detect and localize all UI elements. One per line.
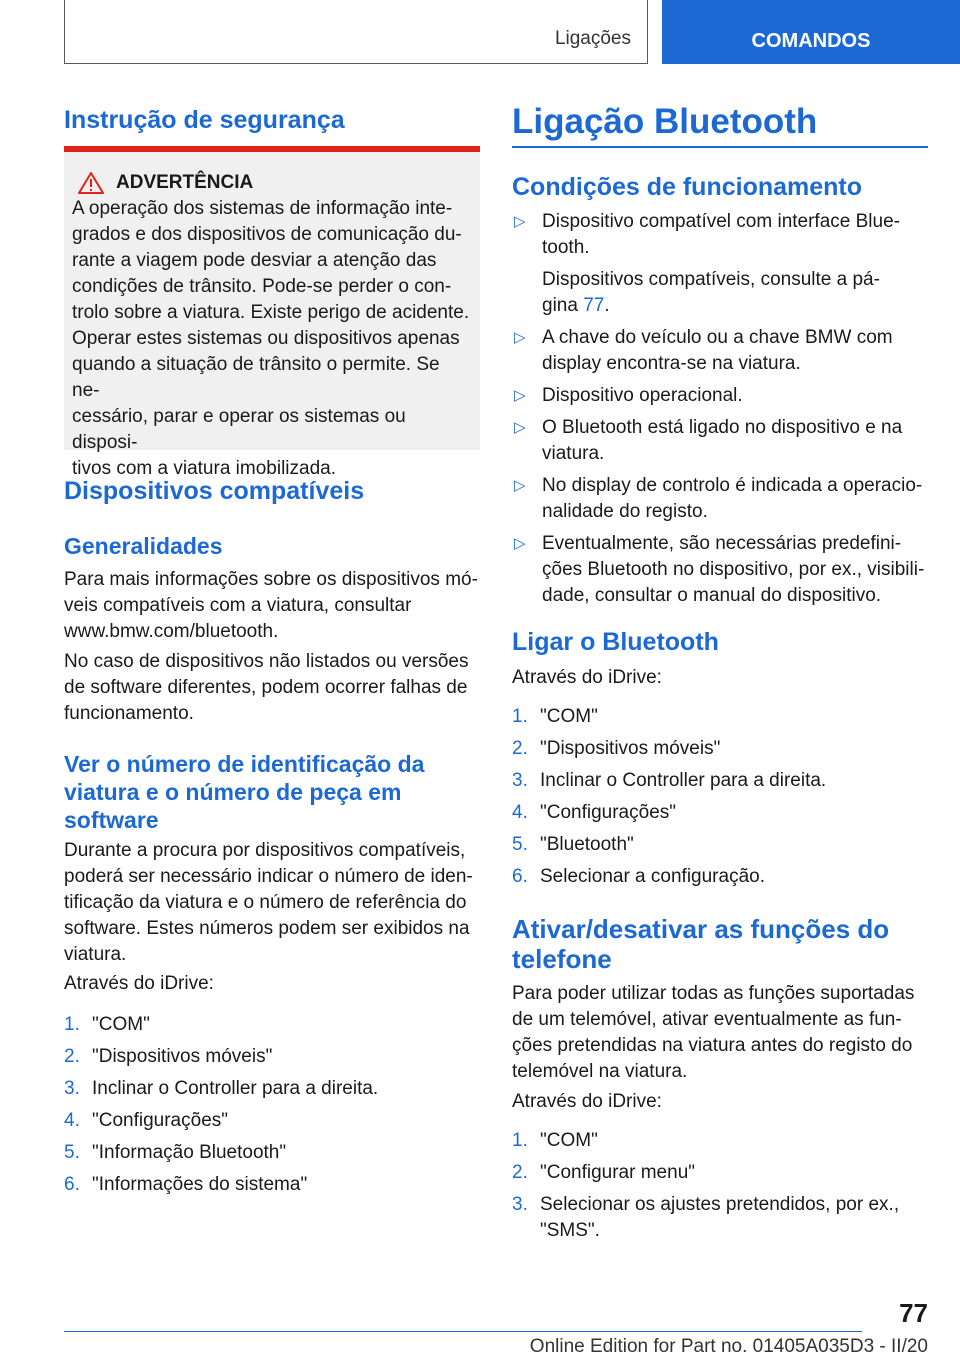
warning-box xyxy=(64,146,480,479)
list-item xyxy=(512,704,928,730)
general-heading: Generalidades xyxy=(64,533,223,559)
text-line: tificação da viatura e o número de referência do xyxy=(64,892,467,913)
step-text: "COM" xyxy=(540,706,598,727)
step-number: 3. xyxy=(512,1194,528,1215)
connect-steps-list xyxy=(512,704,928,890)
chapter-tab[interactable] xyxy=(662,0,960,64)
warning-line: cessário, parar e operar os sistemas ou disposi- xyxy=(72,406,406,453)
compat-note-line xyxy=(542,293,928,319)
heading-line: software xyxy=(64,807,159,833)
heading-line: viatura e o número de peça em xyxy=(64,779,402,805)
list-item xyxy=(512,1160,928,1186)
triangle-bullet-icon: ▷ xyxy=(514,477,526,494)
step-number: 2. xyxy=(512,1162,528,1183)
step-number: 1. xyxy=(64,1014,80,1035)
bullet-text: A chave do veículo ou a chave BMW com xyxy=(542,327,893,348)
step-number: 4. xyxy=(64,1110,80,1131)
text-line: poderá ser necessário indicar o número de iden- xyxy=(64,866,473,887)
step-text: "Dispositivos móveis" xyxy=(540,738,721,759)
bullet-text: tooth. xyxy=(542,237,590,258)
bullet-text: Dispositivo compatível com interface Blue- xyxy=(542,211,900,232)
step-text: "SMS". xyxy=(540,1220,600,1241)
step-text: Selecionar os ajustes pretendidos, por ex., xyxy=(540,1194,900,1215)
heading-line: Ativar/desativar as funções do xyxy=(512,914,890,944)
footer-rule xyxy=(64,1331,862,1332)
list-item xyxy=(512,209,928,319)
bullet-text: display encontra-se na viatura. xyxy=(542,353,801,374)
safety-heading: Instrução de segurança xyxy=(64,106,345,134)
title-rule xyxy=(512,146,928,148)
list-item xyxy=(512,800,928,826)
step-number: 6. xyxy=(64,1174,80,1195)
step-text: "Bluetooth" xyxy=(540,834,634,855)
header-box xyxy=(64,0,648,64)
warning-line: condições de trânsito. Pode-se perder o con- xyxy=(72,276,452,297)
list-item xyxy=(64,1076,480,1102)
text-line: funcionamento. xyxy=(64,703,194,724)
step-number: 5. xyxy=(512,834,528,855)
text-line: viatura. xyxy=(64,944,127,965)
bullet-text: O Bluetooth está ligado no dispositivo e na xyxy=(542,417,903,438)
list-item xyxy=(512,768,928,794)
triangle-bullet-icon: ▷ xyxy=(514,419,526,436)
text-line: No caso de dispositivos não listados ou versões xyxy=(64,651,469,672)
step-text: "Configurar menu" xyxy=(540,1162,696,1183)
bullet-text: No display de controlo é indicada a operacio- xyxy=(542,475,923,496)
list-item xyxy=(64,1140,480,1166)
warning-line: A operação dos sistemas de informação inte- xyxy=(72,198,453,219)
list-item xyxy=(64,1044,480,1070)
phone-paragraph xyxy=(512,981,928,1085)
triangle-bullet-icon: ▷ xyxy=(514,387,526,404)
list-item xyxy=(512,864,928,890)
list-item xyxy=(512,1128,928,1154)
chapter-tab-label: COMANDOS xyxy=(751,29,871,52)
step-number: 1. xyxy=(512,706,528,727)
warning-line: Operar estes sistemas ou dispositivos apenas xyxy=(72,328,460,349)
text-line: Para poder utilizar todas as funções suportadas xyxy=(512,983,915,1004)
list-item xyxy=(64,1012,480,1038)
step-text: Selecionar a configuração. xyxy=(540,866,765,887)
compat-note-text: Dispositivos compatíveis, consulte a pá- xyxy=(542,269,880,290)
triangle-bullet-icon: ▷ xyxy=(514,213,526,230)
list-item xyxy=(512,1192,928,1244)
step-text: "Informação Bluetooth" xyxy=(92,1142,287,1163)
conditions-list xyxy=(512,209,928,609)
step-text: "COM" xyxy=(540,1130,598,1151)
text-line: telemóvel na viatura. xyxy=(512,1061,688,1082)
text-line: ções pretendidas na viatura antes do registo do xyxy=(512,1035,913,1056)
warning-triangle-icon xyxy=(78,172,104,194)
heading-line: Ver o número de identificação da xyxy=(64,751,425,777)
step-text: "Dispositivos móveis" xyxy=(92,1046,273,1067)
list-item xyxy=(64,1172,480,1198)
step-number: 5. xyxy=(64,1142,80,1163)
url-text: www.bmw.com/bluetooth. xyxy=(64,621,279,642)
bullet-text: Dispositivo operacional. xyxy=(542,385,743,406)
list-item xyxy=(512,325,928,377)
bullet-text: ções Bluetooth no dispositivo, por ex., visibili- xyxy=(542,559,925,580)
step-text: "Configurações" xyxy=(540,802,677,823)
triangle-bullet-icon: ▷ xyxy=(514,535,526,552)
connect-heading: Ligar o Bluetooth xyxy=(512,628,719,656)
text-line: veis compatíveis com a viatura, consultar xyxy=(64,595,412,616)
vin-paragraph xyxy=(64,838,480,968)
step-number: 3. xyxy=(64,1078,80,1099)
warning-line: tivos com a viatura imobilizada. xyxy=(72,458,336,479)
heading-line: telefone xyxy=(512,944,612,974)
step-text: "COM" xyxy=(92,1014,150,1035)
step-number: 6. xyxy=(512,866,528,887)
text-line: Durante a procura por dispositivos compatíveis, xyxy=(64,840,466,861)
general-paragraph-2 xyxy=(64,649,480,727)
step-number: 3. xyxy=(512,770,528,791)
page-link[interactable]: 77 xyxy=(583,295,605,316)
step-number: 1. xyxy=(512,1130,528,1151)
bluetooth-main-title: Ligação Bluetooth xyxy=(512,102,818,141)
text-line: software. Estes números podem ser exibidos na xyxy=(64,918,470,939)
edition-text: Online Edition for Part no. 01405A035D3 - II/20 xyxy=(529,1336,928,1357)
vin-steps-list xyxy=(64,1012,480,1198)
list-item xyxy=(512,832,928,858)
section-title: Ligações xyxy=(554,28,631,49)
step-text: "Configurações" xyxy=(92,1110,229,1131)
list-item xyxy=(512,473,928,525)
step-text: "Informações do sistema" xyxy=(92,1174,308,1195)
list-item xyxy=(512,383,928,409)
punctuation: . xyxy=(604,295,610,316)
via-idrive-label: Através do iDrive: xyxy=(512,667,662,688)
bullet-text: dade, consultar o manual do dispositivo. xyxy=(542,585,882,606)
triangle-bullet-icon: ▷ xyxy=(514,329,526,346)
compat-note-text: gina xyxy=(542,295,578,316)
via-idrive-label: Através do iDrive: xyxy=(512,1091,662,1112)
warning-text xyxy=(72,196,470,482)
conditions-heading: Condições de funcionamento xyxy=(512,173,863,201)
phone-functions-heading xyxy=(512,914,928,974)
bullet-text: viatura. xyxy=(542,443,605,464)
text-line: de software diferentes, podem ocorrer falhas de xyxy=(64,677,468,698)
phone-steps-list xyxy=(512,1128,928,1244)
bullet-text: Eventualmente, são necessárias predefini- xyxy=(542,533,902,554)
warning-title: ADVERTÊNCIA xyxy=(116,172,254,193)
compat-heading: Dispositivos compatíveis xyxy=(64,477,365,505)
page-number: 77 xyxy=(899,1298,928,1328)
step-number: 4. xyxy=(512,802,528,823)
list-item xyxy=(512,531,928,609)
text-line: de um telemóvel, ativar eventualmente as fun- xyxy=(512,1009,902,1030)
general-paragraph-1 xyxy=(64,567,480,645)
vin-heading xyxy=(64,750,480,834)
warning-line: trolo sobre a viatura. Existe perigo de acidente. xyxy=(72,302,470,323)
via-idrive-label: Através do iDrive: xyxy=(64,973,214,994)
step-text: Inclinar o Controller para a direita. xyxy=(540,770,827,791)
list-item xyxy=(512,415,928,467)
step-text: Inclinar o Controller para a direita. xyxy=(92,1078,379,1099)
warning-line: quando a situação de trânsito o permite. Se ne- xyxy=(72,354,440,401)
step-number: 2. xyxy=(64,1046,80,1067)
list-item xyxy=(512,736,928,762)
warning-line: rante a viagem pode desviar a atenção das xyxy=(72,250,437,271)
bullet-text: nalidade do registo. xyxy=(542,501,708,522)
text-line: Para mais informações sobre os dispositivos mó- xyxy=(64,569,478,590)
list-item xyxy=(64,1108,480,1134)
step-number: 2. xyxy=(512,738,528,759)
warning-line: grados e dos dispositivos de comunicação du- xyxy=(72,224,462,245)
